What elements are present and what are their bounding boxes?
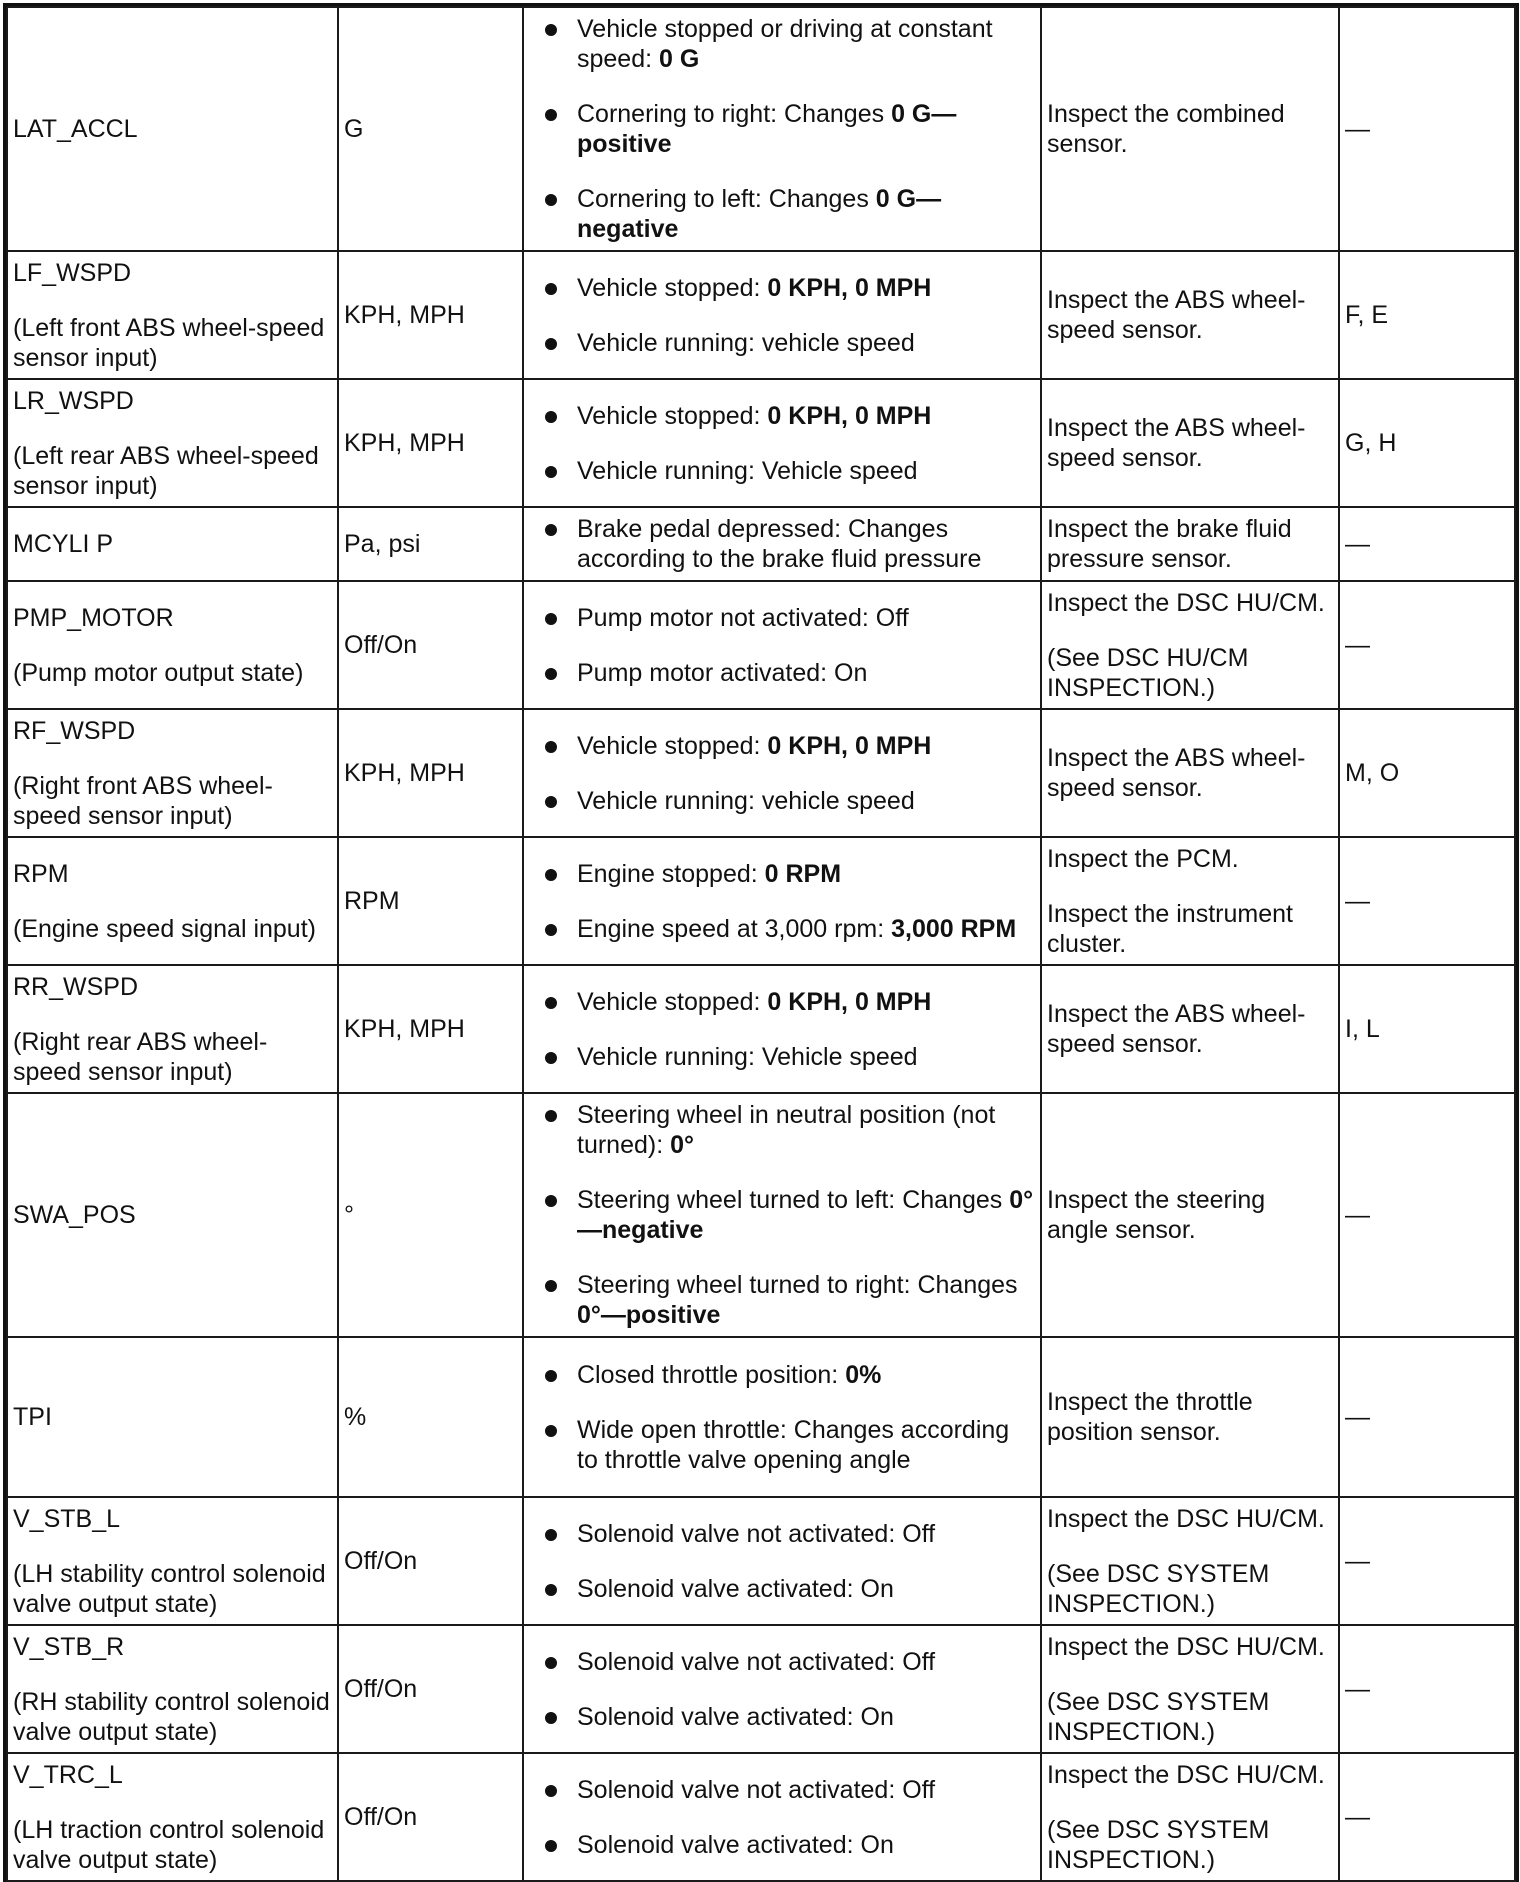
- condition-cell: [523, 1625, 1041, 1753]
- condition-text: Wide open throttle: Changes according to throttle valve opening angle: [577, 1415, 1010, 1474]
- condition-item: [577, 1830, 1035, 1860]
- condition-value: 0 RPM: [764, 859, 842, 888]
- condition-text: Closed throttle position:: [577, 1360, 846, 1389]
- reference-cell: —: [1339, 507, 1515, 581]
- condition-item: [577, 1185, 1035, 1245]
- condition-text: Vehicle running: vehicle speed: [577, 328, 915, 357]
- reference-cell: —: [1339, 1497, 1515, 1625]
- condition-cell: [523, 7, 1041, 251]
- condition-list: [529, 1647, 1035, 1732]
- action-cell: [1041, 581, 1339, 709]
- action-text: Inspect the PCM.: [1047, 844, 1239, 873]
- condition-list: [529, 859, 1035, 944]
- pid-name: LR_WSPD: [13, 386, 134, 415]
- condition-cell: [523, 251, 1041, 379]
- condition-item: [577, 401, 1035, 431]
- action-text: Inspect the DSC HU/CM.: [1047, 588, 1325, 617]
- condition-value: 0 KPH, 0 MPH: [767, 987, 932, 1016]
- condition-text: Vehicle stopped:: [577, 401, 768, 430]
- condition-item: [577, 1647, 1035, 1677]
- table-row: [7, 709, 1515, 837]
- condition-item: [577, 184, 1035, 244]
- condition-item: [577, 514, 1035, 574]
- unit-cell: Off/On: [338, 1753, 523, 1881]
- condition-item: [577, 1702, 1035, 1732]
- reference-cell: —: [1339, 581, 1515, 709]
- table-row: [7, 7, 1515, 251]
- condition-item: [577, 328, 1035, 358]
- pid-description: (Engine speed signal input): [13, 914, 316, 943]
- action-cell: [1041, 1337, 1339, 1497]
- table-row: [7, 1753, 1515, 1881]
- pid-name: LAT_ACCL: [13, 115, 138, 143]
- condition-text: Solenoid valve activated: On: [577, 1574, 894, 1603]
- action-text: (See DSC HU/CM INSPECTION.): [1047, 643, 1249, 702]
- action-cell: [1041, 507, 1339, 581]
- condition-list: [529, 1360, 1035, 1475]
- action-text: Inspect the steering angle sensor.: [1047, 1186, 1266, 1244]
- action-cell: [1041, 965, 1339, 1093]
- condition-item: [577, 99, 1035, 159]
- condition-text: Steering wheel in neutral position (not turned):: [577, 1101, 996, 1159]
- pid-description: (Right rear ABS wheel-speed sensor input): [13, 1027, 268, 1086]
- condition-item: [577, 1360, 1035, 1390]
- condition-value: 0°—negative: [577, 1186, 1034, 1244]
- condition-item: [577, 1574, 1035, 1604]
- action-text: (See DSC SYSTEM INSPECTION.): [1047, 1687, 1270, 1746]
- action-cell: [1041, 1753, 1339, 1881]
- action-text: (See DSC SYSTEM INSPECTION.): [1047, 1559, 1270, 1618]
- condition-text: Engine stopped:: [577, 859, 765, 888]
- condition-list: [529, 1100, 1035, 1330]
- condition-list: [529, 731, 1035, 816]
- condition-item: [577, 273, 1035, 303]
- pid-monitor-table: [6, 6, 1516, 1882]
- table-row: [7, 581, 1515, 709]
- condition-value: 3,000 RPM: [891, 914, 1017, 943]
- pid-name: RF_WSPD: [13, 716, 136, 745]
- condition-item: [577, 859, 1035, 889]
- action-text: Inspect the brake fluid pressure sensor.: [1047, 515, 1292, 573]
- action-cell: [1041, 1497, 1339, 1625]
- condition-cell: [523, 1497, 1041, 1625]
- action-cell: [1041, 1093, 1339, 1337]
- action-cell: [1041, 1625, 1339, 1753]
- pid-name-cell: [7, 379, 338, 507]
- condition-item: [577, 1042, 1035, 1072]
- condition-cell: [523, 581, 1041, 709]
- reference-cell: —: [1339, 1753, 1515, 1881]
- condition-value: 0 KPH, 0 MPH: [767, 273, 932, 302]
- condition-list: [529, 273, 1035, 358]
- condition-list: [529, 401, 1035, 486]
- condition-item: [577, 14, 1035, 74]
- condition-list: [529, 987, 1035, 1072]
- condition-cell: [523, 965, 1041, 1093]
- condition-text: Solenoid valve not activated: Off: [577, 1519, 936, 1548]
- action-text: Inspect the DSC HU/CM.: [1047, 1504, 1325, 1533]
- action-text: (See DSC SYSTEM INSPECTION.): [1047, 1815, 1270, 1874]
- condition-list: [529, 1775, 1035, 1860]
- unit-cell: °: [338, 1093, 523, 1337]
- condition-list: [529, 14, 1035, 244]
- condition-cell: [523, 1093, 1041, 1337]
- condition-item: [577, 1100, 1035, 1160]
- pid-description: (Left rear ABS wheel-speed sensor input): [13, 441, 319, 500]
- table-row: [7, 837, 1515, 965]
- condition-text: Steering wheel turned to right: Changes: [577, 1271, 1018, 1299]
- pid-name-cell: [7, 1093, 338, 1337]
- action-cell: [1041, 251, 1339, 379]
- table-row: [7, 1337, 1515, 1497]
- action-text: Inspect the instrument cluster.: [1047, 899, 1293, 958]
- unit-cell: Off/On: [338, 581, 523, 709]
- action-cell: [1041, 379, 1339, 507]
- reference-cell: —: [1339, 837, 1515, 965]
- pid-name-cell: [7, 709, 338, 837]
- condition-cell: [523, 379, 1041, 507]
- condition-text: Vehicle stopped:: [577, 273, 768, 302]
- condition-item: [577, 1270, 1035, 1330]
- reference-cell: F, E: [1339, 251, 1515, 379]
- action-text: Inspect the ABS wheel-speed sensor.: [1047, 1000, 1306, 1058]
- pid-name: V_STB_R: [13, 1632, 125, 1661]
- action-text: Inspect the throttle position sensor.: [1047, 1388, 1253, 1446]
- condition-cell: [523, 1753, 1041, 1881]
- pid-name: TPI: [13, 1403, 52, 1431]
- pid-table-body: [7, 7, 1515, 1881]
- condition-item: [577, 987, 1035, 1017]
- reference-cell: I, L: [1339, 965, 1515, 1093]
- pid-name-cell: [7, 507, 338, 581]
- pid-name-cell: [7, 7, 338, 251]
- condition-text: Solenoid valve activated: On: [577, 1830, 894, 1859]
- condition-text: Vehicle running: Vehicle speed: [577, 456, 918, 485]
- pid-description: (LH stability control solenoid valve output state): [13, 1559, 326, 1618]
- condition-text: Solenoid valve not activated: Off: [577, 1775, 936, 1804]
- pid-name: LF_WSPD: [13, 258, 132, 287]
- reference-cell: M, O: [1339, 709, 1515, 837]
- condition-item: [577, 1415, 1035, 1475]
- table-row: [7, 1497, 1515, 1625]
- table-row: [7, 965, 1515, 1093]
- unit-cell: KPH, MPH: [338, 251, 523, 379]
- condition-text: Vehicle stopped:: [577, 987, 768, 1016]
- condition-cell: [523, 507, 1041, 581]
- table-row: [7, 251, 1515, 379]
- action-text: Inspect the ABS wheel-speed sensor.: [1047, 286, 1306, 344]
- condition-item: [577, 603, 1035, 633]
- condition-item: [577, 456, 1035, 486]
- condition-text: Cornering to right: Changes: [577, 100, 892, 128]
- action-cell: [1041, 837, 1339, 965]
- pid-name: SWA_POS: [13, 1201, 136, 1229]
- condition-value: 0°: [670, 1131, 695, 1159]
- condition-text: Vehicle stopped:: [577, 731, 768, 760]
- pid-name-cell: [7, 1625, 338, 1753]
- condition-value: 0 KPH, 0 MPH: [767, 401, 932, 430]
- condition-list: [529, 603, 1035, 688]
- action-text: Inspect the DSC HU/CM.: [1047, 1632, 1325, 1661]
- unit-cell: KPH, MPH: [338, 379, 523, 507]
- condition-cell: [523, 1337, 1041, 1497]
- condition-item: [577, 914, 1035, 944]
- unit-cell: Pa, psi: [338, 507, 523, 581]
- pid-description: (LH traction control solenoid valve output state): [13, 1815, 325, 1874]
- action-text: Inspect the ABS wheel-speed sensor.: [1047, 414, 1306, 472]
- unit-cell: Off/On: [338, 1625, 523, 1753]
- reference-cell: —: [1339, 1093, 1515, 1337]
- pid-name: V_TRC_L: [13, 1760, 123, 1789]
- pid-name-cell: [7, 581, 338, 709]
- condition-text: Solenoid valve activated: On: [577, 1702, 894, 1731]
- reference-cell: —: [1339, 1337, 1515, 1497]
- condition-item: [577, 731, 1035, 761]
- pid-description: (Pump motor output state): [13, 658, 304, 687]
- condition-item: [577, 786, 1035, 816]
- condition-text: Steering wheel turned to left: Changes: [577, 1186, 1010, 1214]
- condition-value: 0 G—negative: [577, 185, 942, 243]
- table-row: [7, 1625, 1515, 1753]
- condition-value: 0%: [845, 1360, 882, 1389]
- action-cell: [1041, 709, 1339, 837]
- action-text: Inspect the ABS wheel-speed sensor.: [1047, 744, 1306, 802]
- condition-text: Pump motor not activated: Off: [577, 603, 909, 632]
- pid-name-cell: [7, 1497, 338, 1625]
- condition-text: Engine speed at 3,000 rpm:: [577, 914, 892, 943]
- reference-cell: —: [1339, 7, 1515, 251]
- pid-name: RPM: [13, 859, 69, 888]
- action-text: Inspect the DSC HU/CM.: [1047, 1760, 1325, 1789]
- condition-item: [577, 1519, 1035, 1549]
- condition-list: [529, 1519, 1035, 1604]
- condition-text: Cornering to left: Changes: [577, 185, 876, 213]
- condition-value: 0°—positive: [577, 1301, 721, 1329]
- condition-list: [529, 514, 1035, 574]
- pid-name-cell: [7, 1337, 338, 1497]
- pid-name-cell: [7, 251, 338, 379]
- pid-name: V_STB_L: [13, 1504, 121, 1533]
- pid-table-page: [6, 6, 1514, 1882]
- unit-cell: G: [338, 7, 523, 251]
- condition-item: [577, 1775, 1035, 1805]
- pid-name-cell: [7, 965, 338, 1093]
- pid-description: (Left front ABS wheel-speed sensor input): [13, 313, 325, 372]
- condition-value: 0 G—positive: [577, 100, 957, 158]
- condition-value: 0 KPH, 0 MPH: [767, 731, 932, 760]
- pid-name: MCYLI P: [13, 530, 114, 558]
- pid-name-cell: [7, 837, 338, 965]
- condition-text: Vehicle stopped or driving at constant speed:: [577, 15, 993, 73]
- unit-cell: KPH, MPH: [338, 965, 523, 1093]
- condition-text: Solenoid valve not activated: Off: [577, 1647, 936, 1676]
- pid-description: (Right front ABS wheel-speed sensor input): [13, 771, 273, 830]
- condition-text: Vehicle running: vehicle speed: [577, 786, 915, 815]
- reference-cell: —: [1339, 1625, 1515, 1753]
- condition-text: Brake pedal depressed: Changes according to the brake fluid pressure: [577, 515, 982, 573]
- pid-name-cell: [7, 1753, 338, 1881]
- action-text: Inspect the combined sensor.: [1047, 100, 1285, 158]
- pid-name: PMP_MOTOR: [13, 603, 174, 632]
- unit-cell: RPM: [338, 837, 523, 965]
- pid-name: RR_WSPD: [13, 972, 139, 1001]
- condition-item: [577, 658, 1035, 688]
- condition-text: Pump motor activated: On: [577, 658, 868, 687]
- condition-value: 0 G: [659, 45, 700, 73]
- action-cell: [1041, 7, 1339, 251]
- table-row: [7, 507, 1515, 581]
- unit-cell: %: [338, 1337, 523, 1497]
- table-row: [7, 1093, 1515, 1337]
- condition-cell: [523, 837, 1041, 965]
- pid-description: (RH stability control solenoid valve output state): [13, 1687, 330, 1746]
- condition-cell: [523, 709, 1041, 837]
- unit-cell: KPH, MPH: [338, 709, 523, 837]
- unit-cell: Off/On: [338, 1497, 523, 1625]
- reference-cell: G, H: [1339, 379, 1515, 507]
- table-row: [7, 379, 1515, 507]
- condition-text: Vehicle running: Vehicle speed: [577, 1042, 918, 1071]
